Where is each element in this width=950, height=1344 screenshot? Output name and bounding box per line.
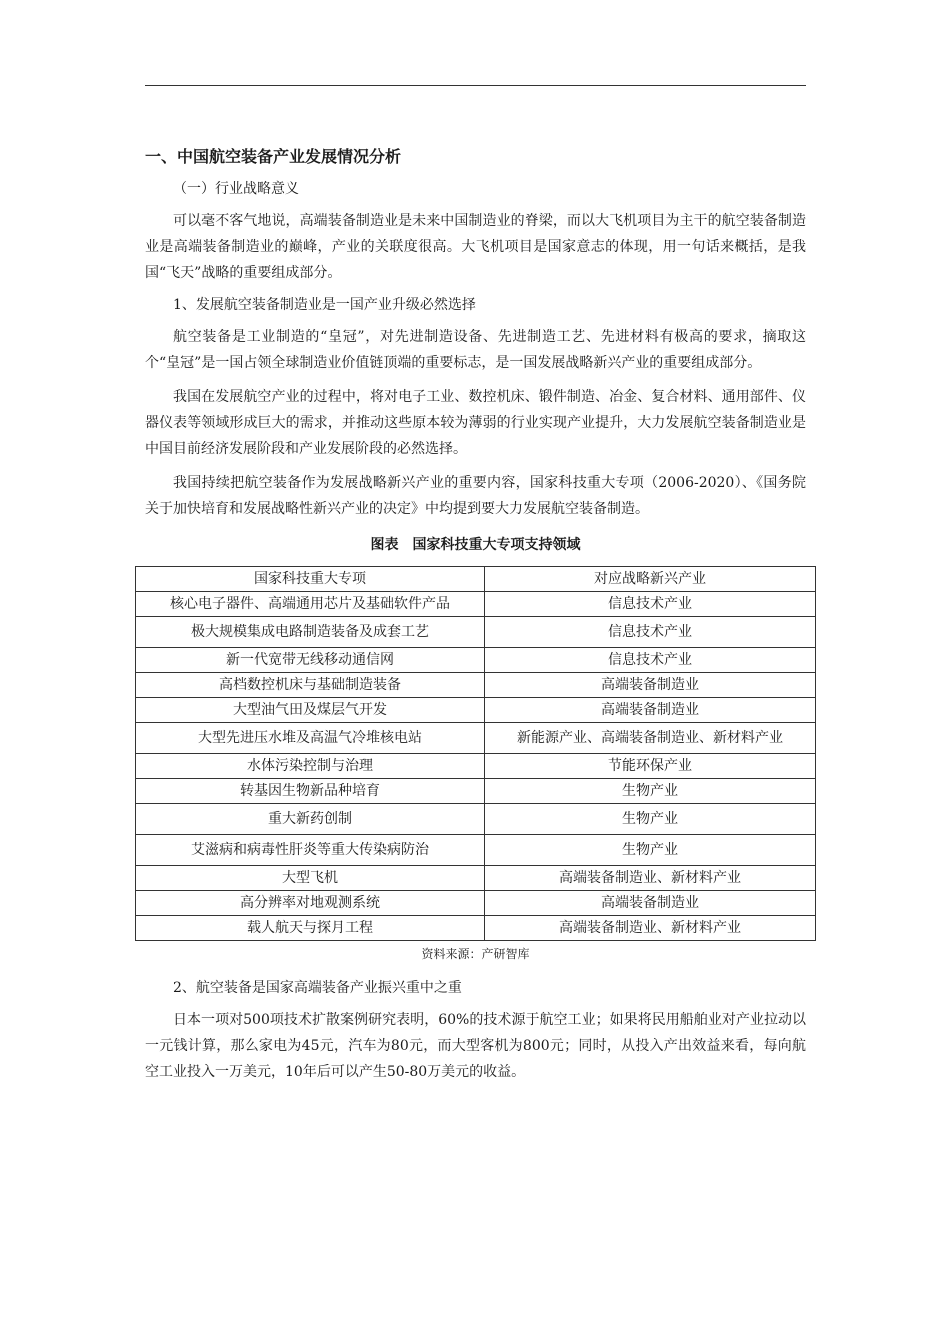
point-heading-2: 2、航空装备是国家高端装备产业振兴重中之重: [173, 980, 462, 996]
table-source: 资料来源：产研智库: [421, 947, 530, 961]
paragraph-crown: 航空装备是工业制造的“皇冠”，对先进制造设备、先进制造工艺、先进材料有极高的要求，摘取这个“皇冠”是一国占领全球制造业价值链顶端的重要标志，是一国发展战略新兴产业的重要组成部分。: [145, 329, 806, 371]
table-header-cell: 国家科技重大专项: [136, 567, 485, 592]
table-header-cell: 对应战略新兴产业: [485, 567, 816, 592]
table-cell: 信息技术产业: [485, 617, 816, 648]
table-cell: 信息技术产业: [485, 648, 816, 673]
paragraph-demand: 我国在发展航空产业的过程中，将对电子工业、数控机床、锻件制造、冶金、复合材料、通用部件、仪器仪表等领域形成巨大的需求，并推动这些原本较为薄弱的行业实现产业提升，大力发展航空装备制造业是中国目前经济发展阶段和产业发展阶段的必然选择。: [145, 389, 806, 457]
table-row: [136, 592, 816, 617]
table-cell: 高档数控机床与基础制造装备: [136, 673, 485, 698]
paragraph-policy: 我国持续把航空装备作为发展战略新兴产业的重要内容，国家科技重大专项（2006-2020）、《国务院关于加快培育和发展战略性新兴产业的决定》中均提到要大力发展航空装备制造。: [145, 475, 806, 517]
table-cell: 生物产业: [485, 779, 816, 804]
paragraph-japan-study: 日本一项对500项技术扩散案例研究表明，60%的技术源于航空工业；如果将民用船舶业对产业拉动以一元钱计算，那么家电为45元，汽车为80元，而大型客机为800元；同时，从投入产出效益来看，每向航空工业投入一万美元，10年后可以产生50-80万美元的收益。: [145, 1012, 806, 1080]
table-row: [136, 779, 816, 804]
table-cell: 重大新药创制: [136, 804, 485, 835]
table-row: [136, 916, 816, 941]
table-cell: 大型先进压水堆及高温气冷堆核电站: [136, 723, 485, 754]
point-heading-1: 1、发展航空装备制造业是一国产业升级必然选择: [173, 297, 476, 313]
table-cell: 信息技术产业: [485, 592, 816, 617]
table-cell: 新一代宽带无线移动通信网: [136, 648, 485, 673]
table-row: [136, 698, 816, 723]
table-row: [136, 754, 816, 779]
table-cell: 高端装备制造业: [485, 891, 816, 916]
table-cell: 高端装备制造业: [485, 673, 816, 698]
projects-table: [135, 566, 816, 941]
subsection-heading: （一）行业战略意义: [173, 181, 299, 197]
table-cell: 高端装备制造业: [485, 698, 816, 723]
table-row: [136, 891, 816, 916]
table-cell: 高端装备制造业、新材料产业: [485, 866, 816, 891]
section-heading: 一、中国航空装备产业发展情况分析: [145, 147, 402, 166]
table-row: [136, 866, 816, 891]
table-row: [136, 723, 816, 754]
table-cell: 水体污染控制与治理: [136, 754, 485, 779]
table-cell: 艾滋病和病毒性肝炎等重大传染病防治: [136, 835, 485, 866]
table-cell: 生物产业: [485, 804, 816, 835]
table-cell: 节能环保产业: [485, 754, 816, 779]
table-cell: 载人航天与探月工程: [136, 916, 485, 941]
table-cell: 大型油气田及煤层气开发: [136, 698, 485, 723]
table-row: [136, 648, 816, 673]
paragraph-intro: 可以毫不客气地说，高端装备制造业是未来中国制造业的脊梁，而以大飞机项目为主干的航空装备制造业是高端装备制造业的巅峰，产业的关联度很高。大飞机项目是国家意志的体现，用一句话来概括，是我国“飞天”战略的重要组成部分。: [145, 213, 806, 281]
table-row: [136, 673, 816, 698]
table-cell: 转基因生物新品种培育: [136, 779, 485, 804]
table-cell: 核心电子器件、高端通用芯片及基础软件产品: [136, 592, 485, 617]
table-cell: 新能源产业、高端装备制造业、新材料产业: [485, 723, 816, 754]
table-row: [136, 835, 816, 866]
table-row: [136, 804, 816, 835]
table-cell: 极大规模集成电路制造装备及成套工艺: [136, 617, 485, 648]
table-row: [136, 617, 816, 648]
document-body: [145, 140, 806, 1093]
table-cell: 高端装备制造业、新材料产业: [485, 916, 816, 941]
table-caption: 图表 国家科技重大专项支持领域: [370, 537, 581, 553]
table-cell: 高分辨率对地观测系统: [136, 891, 485, 916]
table-header-row: [136, 567, 816, 592]
table-cell: 生物产业: [485, 835, 816, 866]
table-cell: 大型飞机: [136, 866, 485, 891]
header-rule: [145, 85, 806, 86]
